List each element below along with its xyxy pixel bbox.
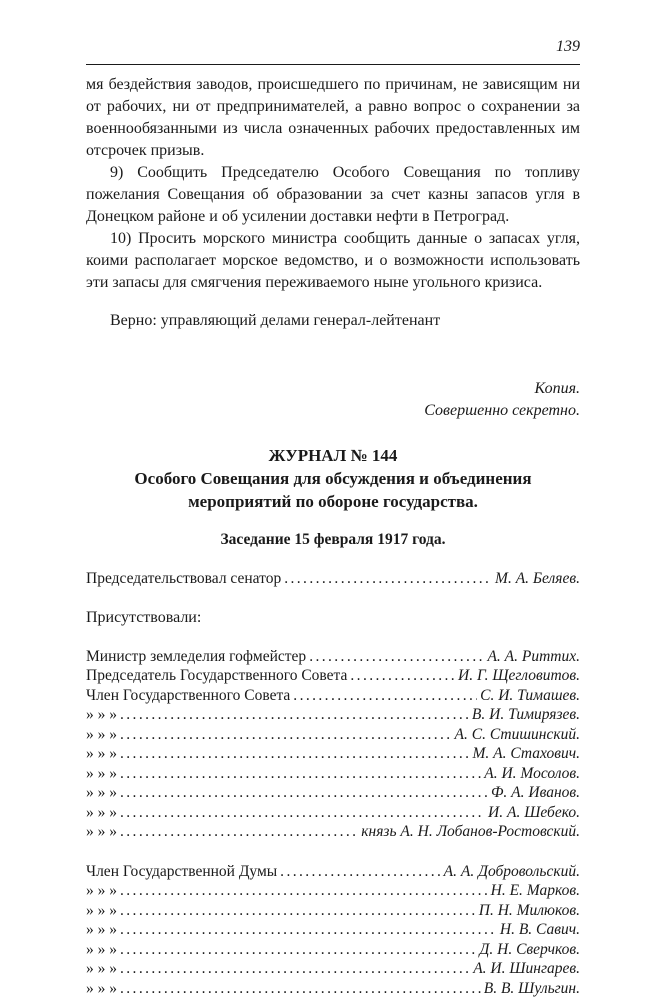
chair-name: М. А. Беляев. xyxy=(495,570,580,587)
attendee-row xyxy=(86,744,580,764)
page-body xyxy=(86,74,580,998)
session-date: Заседание 15 февраля 1917 года. xyxy=(220,531,446,548)
attendee-role: Министр земледелия гофмейстер xyxy=(86,647,307,665)
attendee-name: князь А. Н. Лобанов-Ростовский. xyxy=(361,823,580,840)
attendee-row xyxy=(86,822,580,842)
attendee-role: » » » xyxy=(86,921,117,938)
dot-leader xyxy=(120,979,481,999)
attendee-role: » » » xyxy=(86,745,117,762)
chair-label: Председательствовал сенатор xyxy=(86,570,282,587)
attendee-role: » » » xyxy=(86,706,117,723)
chair-row xyxy=(86,569,580,589)
attendee-name: А. А. Риттих. xyxy=(487,647,580,665)
dot-leader xyxy=(120,901,476,921)
spacer xyxy=(86,629,580,647)
attendee-role: Председатель Государственного Совета xyxy=(86,667,348,684)
section-gap xyxy=(86,842,580,862)
dot-leader xyxy=(120,822,358,842)
attendee-role: » » » xyxy=(86,960,117,977)
dot-leader xyxy=(120,881,488,901)
attendee-row xyxy=(86,803,580,823)
attendee-name: И. Г. Щегловитов. xyxy=(458,667,580,684)
paragraph-continuation: мя бездействия заводов, происшедшего по причинам, не зависящим ни от рабочих, ни от предпринимателей, а равно вопрос о сохранении за военнообязанными из числа означенных рабочих предоставленных им отсрочек призыв. xyxy=(86,76,580,159)
spacer xyxy=(86,589,580,607)
attendee-name: А. А. Добровольский. xyxy=(443,862,580,880)
attendee-role: » » » xyxy=(86,764,117,782)
attendee-name: С. И. Тимашев. xyxy=(480,686,580,704)
present-label: Присутствовали: xyxy=(86,608,202,626)
attendee-row xyxy=(86,940,580,960)
attendee-role: » » » xyxy=(86,901,117,919)
attendee-row xyxy=(86,959,580,979)
attendee-row xyxy=(86,901,580,921)
dot-leader xyxy=(120,920,497,940)
attendee-name: П. Н. Милюков. xyxy=(478,901,580,919)
dot-leader xyxy=(284,569,492,589)
attendee-role: Член Государственной Думы xyxy=(86,862,278,880)
attendee-name: В. И. Тимирязев. xyxy=(471,706,580,723)
dot-leader xyxy=(280,862,440,882)
attendee-name: Д. Н. Сверчков. xyxy=(479,940,580,958)
attendee-role: » » » xyxy=(86,823,117,840)
attendee-name: И. А. Шебеко. xyxy=(488,803,580,821)
attendee-row xyxy=(86,666,580,686)
attendee-name: Н. В. Савич. xyxy=(499,921,580,938)
secrecy-mark: Совершенно секретно. xyxy=(424,402,580,419)
dot-leader xyxy=(293,686,477,706)
attendee-name: А. С. Стишинский. xyxy=(454,725,580,743)
journal-title: ЖУРНАЛ № 144 xyxy=(268,446,398,465)
attendee-row xyxy=(86,647,580,667)
dot-leader xyxy=(120,803,485,823)
attendee-row xyxy=(86,705,580,725)
copy-mark: Копия. xyxy=(534,380,580,397)
attendee-name: В. В. Шульгин. xyxy=(483,979,580,997)
paragraph-item-10: 10) Просить морского министра сообщить данные о запасах угля, коими располагает морское ведомство, и о возможности использовать эти запасы для смягчения переживаемого ныне угольного кризиса. xyxy=(86,230,580,291)
attendee-name: А. И. Шингарев. xyxy=(473,960,580,977)
attendee-role: » » » xyxy=(86,803,117,821)
attendee-row xyxy=(86,725,580,745)
dot-leader xyxy=(120,940,477,960)
attendee-name: Ф. А. Иванов. xyxy=(490,784,580,801)
attendee-row xyxy=(86,881,580,901)
dot-leader xyxy=(350,666,455,686)
dot-leader xyxy=(120,725,452,745)
header-rule xyxy=(86,64,580,65)
paragraph-item-9: 9) Сообщить Председателю Особого Совещания по топливу пожелания Совещания об образовании за счет казны запасов угля в Донецком районе и об усилении доставки нефти в Петроград. xyxy=(86,164,580,225)
attendee-row xyxy=(86,783,580,803)
attendee-role: » » » xyxy=(86,882,117,899)
attendee-role: » » » xyxy=(86,784,117,801)
attendee-row xyxy=(86,764,580,784)
certification-line: Верно: управляющий делами генерал-лейтенант xyxy=(110,312,441,329)
attendee-row xyxy=(86,862,580,882)
spacer xyxy=(86,422,580,444)
attendee-name: А. И. Мосолов. xyxy=(484,764,580,782)
journal-subtitle-line-1: Особого Совещания для обсуждения и объединения xyxy=(134,469,532,488)
spacer xyxy=(86,551,580,569)
dot-leader xyxy=(120,744,469,764)
journal-subtitle-line-2: мероприятий по обороне государства. xyxy=(188,492,478,511)
attendees-group-1 xyxy=(86,647,580,842)
attendee-role: » » » xyxy=(86,940,117,958)
attendee-role: » » » xyxy=(86,979,117,997)
dot-leader xyxy=(120,705,469,725)
page-number: 139 xyxy=(556,38,580,55)
dot-leader xyxy=(120,959,470,979)
attendee-row xyxy=(86,920,580,940)
attendee-role: » » » xyxy=(86,725,117,743)
attendee-name: М. А. Стахович. xyxy=(472,745,580,762)
spacer xyxy=(86,332,580,378)
dot-leader xyxy=(309,647,484,667)
dot-leader xyxy=(120,783,488,803)
attendee-row xyxy=(86,686,580,706)
attendee-row xyxy=(86,979,580,999)
attendees-group-2 xyxy=(86,862,580,999)
dot-leader xyxy=(120,764,481,784)
attendee-role: Член Государственного Совета xyxy=(86,686,291,704)
spacer xyxy=(86,294,580,310)
attendee-name: Н. Е. Марков. xyxy=(490,882,580,899)
